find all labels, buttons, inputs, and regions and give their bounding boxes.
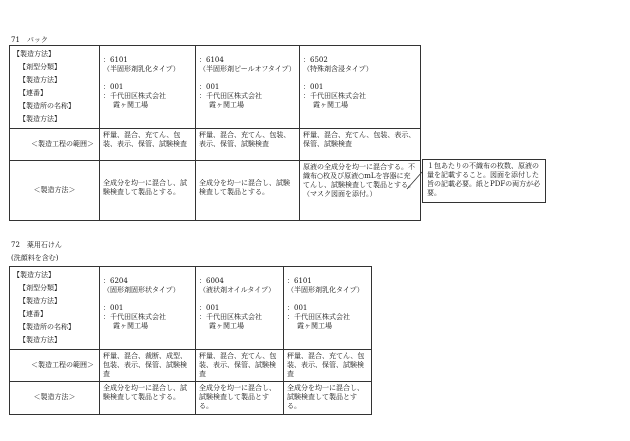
- type-code: ：6204: [103, 277, 128, 285]
- company-name: ：千代田区株式会社: [287, 313, 350, 322]
- company-name: ：千代田区株式会社: [303, 92, 366, 101]
- method-cell: 全成分を均一に混合し、試験検査して製品とする。: [100, 382, 196, 414]
- type-code: ：6101: [287, 277, 312, 285]
- process-scope-cell: 秤量、混合、充てん、包装、表示、保管、試験検査: [100, 129, 196, 161]
- column-cell: [284, 267, 372, 350]
- sequence-number: ：001: [199, 304, 220, 313]
- method-header-label: 【製造方法】: [13, 271, 55, 279]
- method-label-cell: ＜製造方法＞: [10, 161, 100, 221]
- column-cell: [100, 267, 196, 350]
- code-label: 【連番】: [19, 310, 47, 318]
- site-name-label: 【製造所の名称】: [19, 102, 75, 110]
- process-scope-cell: 秤量、混合、充てん、包装、表示、保管、試験検査: [196, 129, 300, 161]
- formulation-class-label: 【剤型分類】: [19, 284, 61, 292]
- manufacturer-header-label: 【製造方法】: [19, 76, 61, 84]
- type-name: （特殊剤含浸タイプ）: [303, 65, 373, 74]
- type-name: （固形剤固形状タイプ）: [103, 286, 180, 295]
- type-code: ：6104: [199, 56, 224, 64]
- method-cell: 全成分を均一に混合し、試験検査して製品とする。: [196, 382, 284, 414]
- process-scope-label: ＜製造工程の範囲＞: [31, 361, 94, 370]
- plant-name: 霞ヶ関工場: [209, 322, 244, 331]
- section-72-table: [9, 266, 372, 415]
- type-code: ：6101: [103, 56, 128, 64]
- process-scope-cell: 秤量、混合、裁断、成型、包装、表示、保管、試験検査: [100, 350, 196, 382]
- site-name-label: 【製造所の名称】: [19, 323, 75, 331]
- process-scope-label: ＜製造工程の範囲＞: [31, 140, 94, 148]
- company-name: ：千代田区株式会社: [103, 313, 166, 322]
- process-scope-cell: 秤量、混合、充てん、包装、表示、保管、試験検査: [196, 350, 284, 382]
- type-name: （半固形剤乳化タイプ）: [103, 65, 180, 74]
- plant-name: 霞ヶ関工場: [313, 101, 348, 110]
- sequence-number: ：001: [287, 304, 308, 313]
- formulation-class-label: 【剤型分類】: [19, 63, 61, 71]
- company-name: ：千代田区株式会社: [103, 92, 166, 101]
- method-cell: 全成分を均一に混合し、試験検査して製品とする。: [100, 161, 196, 221]
- company-name: ：千代田区株式会社: [199, 92, 262, 101]
- method-cell: 原液の全成分を均一に混合する。不織布○枚及び原液○mLを容器に充てんし、試験検査して製品とする。（マスク図面を添付。）: [300, 161, 421, 221]
- process-scope-label-cell: [10, 350, 100, 382]
- plant-name: 霞ヶ関工場: [209, 101, 244, 110]
- type-name: （液状剤オイルタイプ）: [199, 286, 276, 295]
- company-name: ：千代田区株式会社: [199, 313, 262, 322]
- type-name: （半固形剤乳化タイプ）: [287, 286, 364, 295]
- sequence-number: ：001: [103, 304, 124, 313]
- label-cell: [10, 267, 100, 350]
- method-cell: 全成分を均一に混合し、試験検査して製品とする。: [284, 382, 372, 414]
- section-72-heading: 72 薬用石けん: [11, 241, 62, 249]
- type-name: （半固形剤ピールオフタイプ）: [199, 65, 296, 74]
- method-sub-label: 【製造方法】: [19, 115, 61, 123]
- code-label: 【連番】: [19, 89, 47, 97]
- process-scope-cell: 秤量、混合、充てん、包装、表示、保管、試験検査: [284, 350, 372, 382]
- sequence-number: ：001: [199, 83, 220, 92]
- method-sub-label: 【製造方法】: [19, 336, 61, 344]
- sequence-number: ：001: [103, 83, 124, 92]
- callout-note: １包あたりの不織布の枚数、原液の量を記載すること。図面を添付した旨の記載必要。紙とPDFの両方が必要。: [422, 159, 546, 203]
- plant-name: 霞ヶ関工場: [113, 322, 148, 331]
- type-code: ：6502: [303, 56, 328, 64]
- process-scope-cell: 秤量、混合、充てん、包装、表示、保管、試験検査: [300, 129, 421, 161]
- section-72-subheading: (洗顔料を含む): [11, 254, 59, 262]
- plant-name: 霞ヶ関工場: [113, 101, 148, 110]
- section-71-heading: 71 パック: [11, 36, 48, 44]
- column-cell: [196, 267, 284, 350]
- method-cell: 全成分を均一に混合し、試験検査して製品とする。: [196, 161, 300, 221]
- method-header-label: 【製造方法】: [13, 50, 55, 58]
- type-code: ：6004: [199, 277, 224, 285]
- method-label-cell: ＜製造方法＞: [10, 382, 100, 414]
- sequence-number: ：001: [303, 83, 324, 92]
- manufacturer-header-label: 【製造方法】: [19, 297, 61, 305]
- plant-name: 霞ヶ関工場: [297, 322, 332, 331]
